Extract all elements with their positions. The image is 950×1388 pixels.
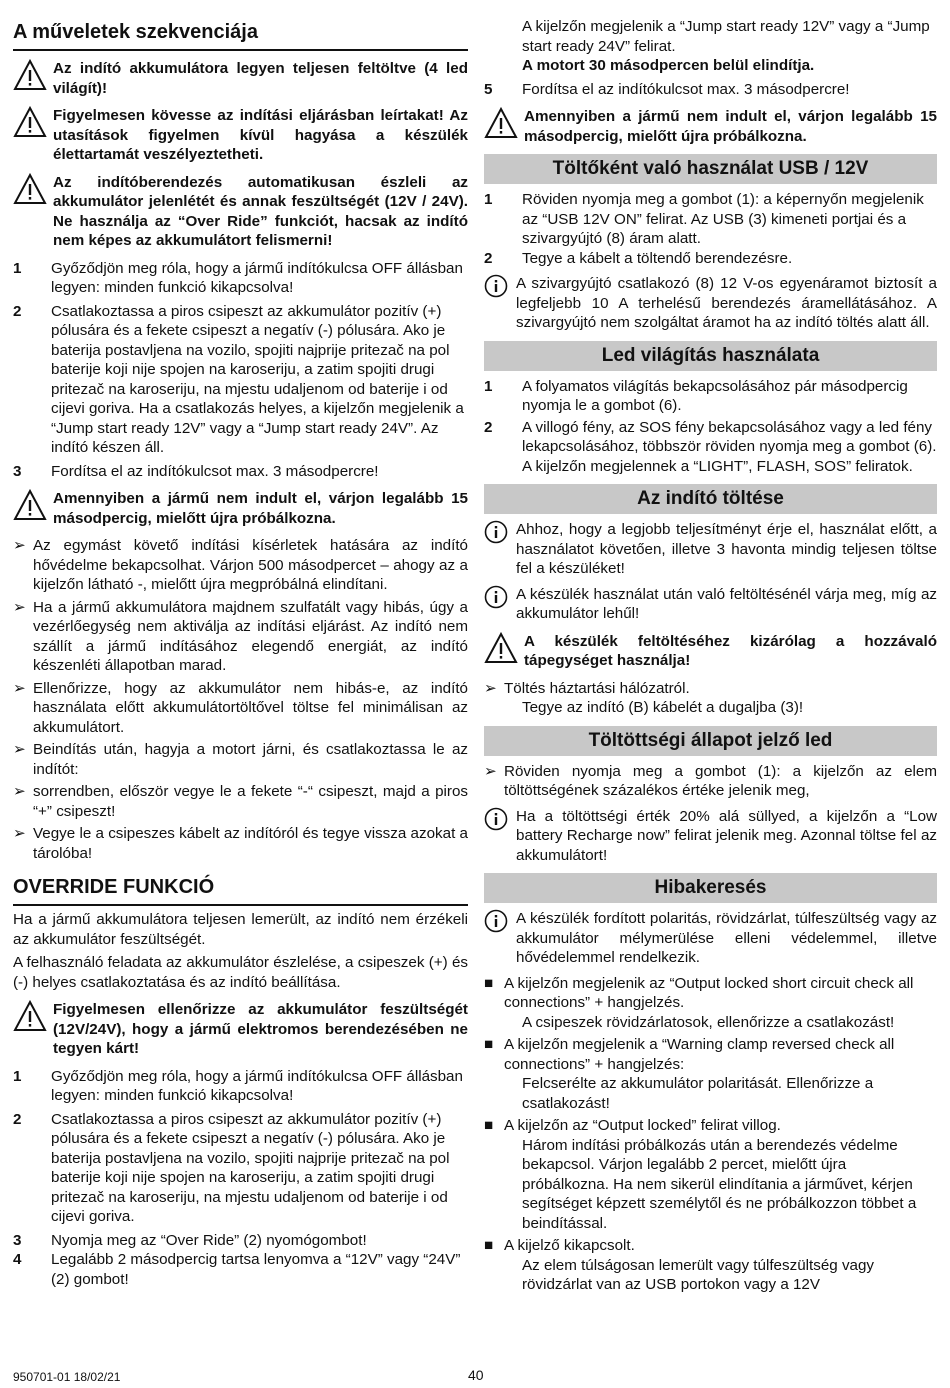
warning-icon [13, 59, 53, 98]
step-item: 3 Nyomja meg az “Over Ride” (2) nyomógombot! [13, 1231, 367, 1249]
bullet-item: ➢ Vegye le a csipeszes kábelt az indítóról és tegye vissza azokat a tárolóba! [13, 825, 468, 862]
info-note: A szivargyújtó csatlakozó (8) 12 V-os egyenáramot biztosít a legfeljebb 10 A terhelésű berendezés áramellátásához. A szivargyújtó nem szolgáltat áramot ha az indító töltés alatt áll. [484, 274, 937, 333]
section-header-charge-state: Töltöttségi állapot jelző led [484, 726, 937, 756]
arrow-bullet-icon: ➢ [13, 741, 26, 758]
arrow-bullet-icon: ➢ [13, 783, 26, 800]
step-item: 1 Győződjön meg róla, hogy a jármű indítókulcsa OFF állásban legyen: minden funkció kikapcsolva! [13, 259, 463, 296]
info-note: A készülék fordított polaritás, rövidzárlat, túlfeszültség vagy az akkumulátor mélymerülése elleni védelemmel, illetve hővédelemmel rendelkezik. [484, 909, 937, 968]
bullet-continuation: Tegye az indító (B) kábelét a dugaljba (3)! [522, 699, 804, 716]
right-column [484, 17, 937, 1298]
trouble-item: ■ A kijelző kikapcsolt. Az elem túlságosan lemerült vagy túlfeszültség vagy rövidzárlat van az USB portokon vagy a 12V [484, 1237, 875, 1293]
warning-icon [484, 107, 524, 146]
info-icon [484, 909, 516, 968]
paragraph: A felhasználó feladata az akkumulátor észlelése, a csipeszek (+) és (-) helyes csatlakoztatása és az indító beállítása. [13, 954, 468, 991]
bullet-item: ➢ sorrendben, először vegye le a fekete “-“ csipeszt, majd a piros “+” csipeszt! [13, 783, 468, 820]
arrow-bullet-icon: ➢ [13, 825, 26, 842]
step-item: 2 Csatlakoztassa a piros csipeszt az akkumulátor pozitív (+) pólusára és a fekete csipeszt a negatív (-) pólusára. Ako je baterija postavljena na vozilo, spojiti najprije pritezač na pol baterije koji nije spojen na karoseriju, a zatim spojiti drugi pritezač na karoseriju, na mjestu udaljenom od baterije i od cijevi goriva. [13, 1110, 450, 1225]
square-bullet-icon: ■ [484, 974, 494, 992]
info-icon [484, 520, 516, 579]
trouble-item: ■ A kijelzőn megjelenik a “Warning clamp reversed check all connections” + hangjelzés: Felcserélte az akkumulátor polaritását. Ellenőrizze a csatlakozást! [484, 1036, 895, 1112]
arrow-bullet-icon: ➢ [13, 679, 26, 697]
square-bullet-icon: ■ [484, 1117, 494, 1134]
info-icon [484, 585, 516, 624]
warning-full-charge: Az indító akkumulátora legyen teljesen feltöltve (4 led világít)! [13, 59, 468, 98]
warning-wait: Amennyiben a jármű nem indult el, várjon legalább 15 másodpercig, mielőtt újra próbálkozna. [484, 107, 937, 146]
warning-auto-detect: Az indítóberendezés automatikusan észleli az akkumulátor jelenlétét és annak feszültségét (12V / 24V). Ne használja az “Over Ride” funkciót, hacsak az indító nem képes az akkumulátort felismerni! [13, 173, 468, 251]
warning-icon [13, 173, 53, 251]
section-header-troubleshooting: Hibakeresés [484, 873, 937, 903]
bullet-item: ➢ Az egymást követő indítási kísérletek hatására az indító hővédelme bekapcsolhat. Várjon 500 másodpercet – ahogy az a kijelzőn látható -, mielőtt újra megpróbálná elindítani. [13, 537, 468, 593]
warning-icon [13, 489, 53, 528]
trouble-item: ■ A kijelzőn megjelenik az “Output locked short circuit check all connections” + hangjelzés. A csipeszek rövidzárlatosok, ellenőrizze a csatlakozást! [484, 974, 914, 1031]
step-item: 2 Tegye a kábelt a töltendő berendezésre. [484, 249, 793, 267]
trouble-item: ■ A kijelzőn az “Output locked” felirat villog. Három indítási próbálkozás után a berendezés védelme bekapcsol. Várjon legalább 2 percet, mielőtt újra próbálkozna. Ha nem sikerül elindítania a járművet, kérjen segítséget képzett személytől és ne próbálkozzon többet a beindítással. [484, 1117, 917, 1232]
page-number: 40 [468, 1367, 484, 1383]
step-item: 1 A folyamatos világítás bekapcsolásához pár másodpercig nyomja le a gombot (6). [484, 377, 908, 414]
arrow-bullet-icon: ➢ [484, 762, 497, 780]
section-header-usb: Töltőként való használat USB / 12V [484, 154, 937, 184]
square-bullet-icon: ■ [484, 1036, 494, 1053]
bullet-item: ➢ Ellenőrizze, hogy az akkumulátor nem hibás-e, az indító használata előtt akkumulátortöltővel töltse fel minimálisan az akkumulátort. [13, 679, 468, 736]
square-bullet-icon: ■ [484, 1237, 494, 1254]
step-item: 2 A villogó fény, az SOS fény bekapcsolásához vagy a led fény lekapcsolásához, többször röviden nyomja meg a gombot (6). A kijelzőn megjelennek a “LIGHT”, FLASH, SOS” feliratok. [484, 418, 937, 475]
step-item: 3 Fordítsa el az indítókulcsot max. 3 másodpercre! [13, 462, 379, 480]
step-item: 1 Röviden nyomja meg a gombot (1): a képernyőn megjelenik az “USB 12V ON” felirat. Az USB (3) kimeneti portjai és a szivargyújtó (8) áram alatt. [484, 191, 924, 247]
warning-power-supply: A készülék feltöltéséhez kizárólag a hozzávaló tápegységet használja! [484, 632, 937, 671]
bullet-item: ➢ Ha a jármű akkumulátora majdnem szulfatált vagy hibás, úgy a vezérlőegység nem aktiválja az indítási eljárást. Az indító nem szállít a jármű indításához elegendő energiát, az indító készenléti állapotban marad. [13, 598, 468, 674]
info-note: A készülék használat után való feltöltésénél várja meg, míg az akkumulátor lehűl! [484, 585, 937, 624]
warning-wait: Amennyiben a jármű nem indult el, várjon legalább 15 másodpercig, mielőtt újra próbálkozna. [13, 489, 468, 528]
left-column [13, 0, 468, 1289]
arrow-bullet-icon: ➢ [13, 537, 26, 554]
warning-icon [13, 106, 53, 165]
section-header-led: Led világítás használata [484, 341, 937, 371]
continued-text: A kijelzőn megjelenik a “Jump start ready 12V” vagy a “Jump start ready 24V” felirat. A motort 30 másodpercen belül elindítja. [522, 18, 930, 74]
document-code: 950701-01 18/02/21 [13, 1370, 121, 1384]
bullet-item: ➢ Röviden nyomja meg a gombot (1): a kijelzőn az elem töltöttségének százalékos értéke jelenik meg, [484, 762, 937, 799]
arrow-bullet-icon: ➢ [484, 679, 497, 697]
step-item: 4 Legalább 2 másodpercig tartsa lenyomva a “12V” vagy “24V” (2) gombot! [13, 1251, 461, 1288]
step-item: 1 Győződjön meg róla, hogy a jármű indítókulcsa OFF állásban legyen: minden funkció kikapcsolva! [13, 1067, 463, 1104]
info-icon [484, 807, 516, 866]
bullet-item: ➢ Töltés háztartási hálózatról. [484, 679, 690, 697]
step-item: 5 Fordítsa el az indítókulcsot max. 3 másodpercre! [484, 80, 850, 98]
arrow-bullet-icon: ➢ [13, 598, 26, 616]
paragraph: Ha a jármű akkumulátora teljesen lemerült, az indító nem érzékeli az akkumulátor feszültségét. [13, 911, 468, 948]
step-item: 2 Csatlakoztassa a piros csipeszt az akkumulátor pozitív (+) pólusára és a fekete csipeszt a negatív (-) pólusára. Ako je baterija postavljena na vozilo, spojiti najprije pritezač na pol baterije koji nije spojen na karoseriju, a zatim spojiti drugi pritezač na karoseriju, na mjestu udaljenom od baterije i od cijevi goriva. Ha a csatlakozás helyes, a kijelzőn megjelenik a “Jump start ready 12V” vagy a “Jump start ready 24V”. Az indító készen áll. [13, 302, 464, 456]
section-header-charging: Az indító töltése [484, 484, 937, 514]
warning-follow-instructions: Figyelmesen kövesse az indítási eljárásban leírtakat! Az utasítások figyelmen kívül hagyása a készülék élettartamát veszélyeztetheti. [13, 106, 468, 165]
warning-check-voltage: Figyelmesen ellenőrizze az akkumulátor feszültségét (12V/24V), hogy a jármű elektromos berendezésében ne tegyen kárt! [13, 1000, 468, 1059]
info-note: Ahhoz, hogy a legjobb teljesítményt érje el, használat előtt, a használatot követően, illetve 3 havonta mindig teljesen töltse fel a készüléket! [484, 520, 937, 579]
section-title-override: OVERRIDE FUNKCIÓ [13, 875, 468, 906]
info-note: Ha a töltöttségi érték 20% alá süllyed, a kijelzőn a “Low battery Recharge now” felirat jelenik meg. Azonnal töltse fel az akkumulátort! [484, 807, 937, 866]
section-title-sequence: A műveletek szekvenciája [13, 20, 468, 51]
info-icon [484, 274, 516, 333]
warning-icon [484, 632, 524, 671]
bullet-item: ➢ Beindítás után, hagyja a motort járni, és csatlakoztassa le az indítót: [13, 741, 468, 778]
warning-icon [13, 1000, 53, 1059]
